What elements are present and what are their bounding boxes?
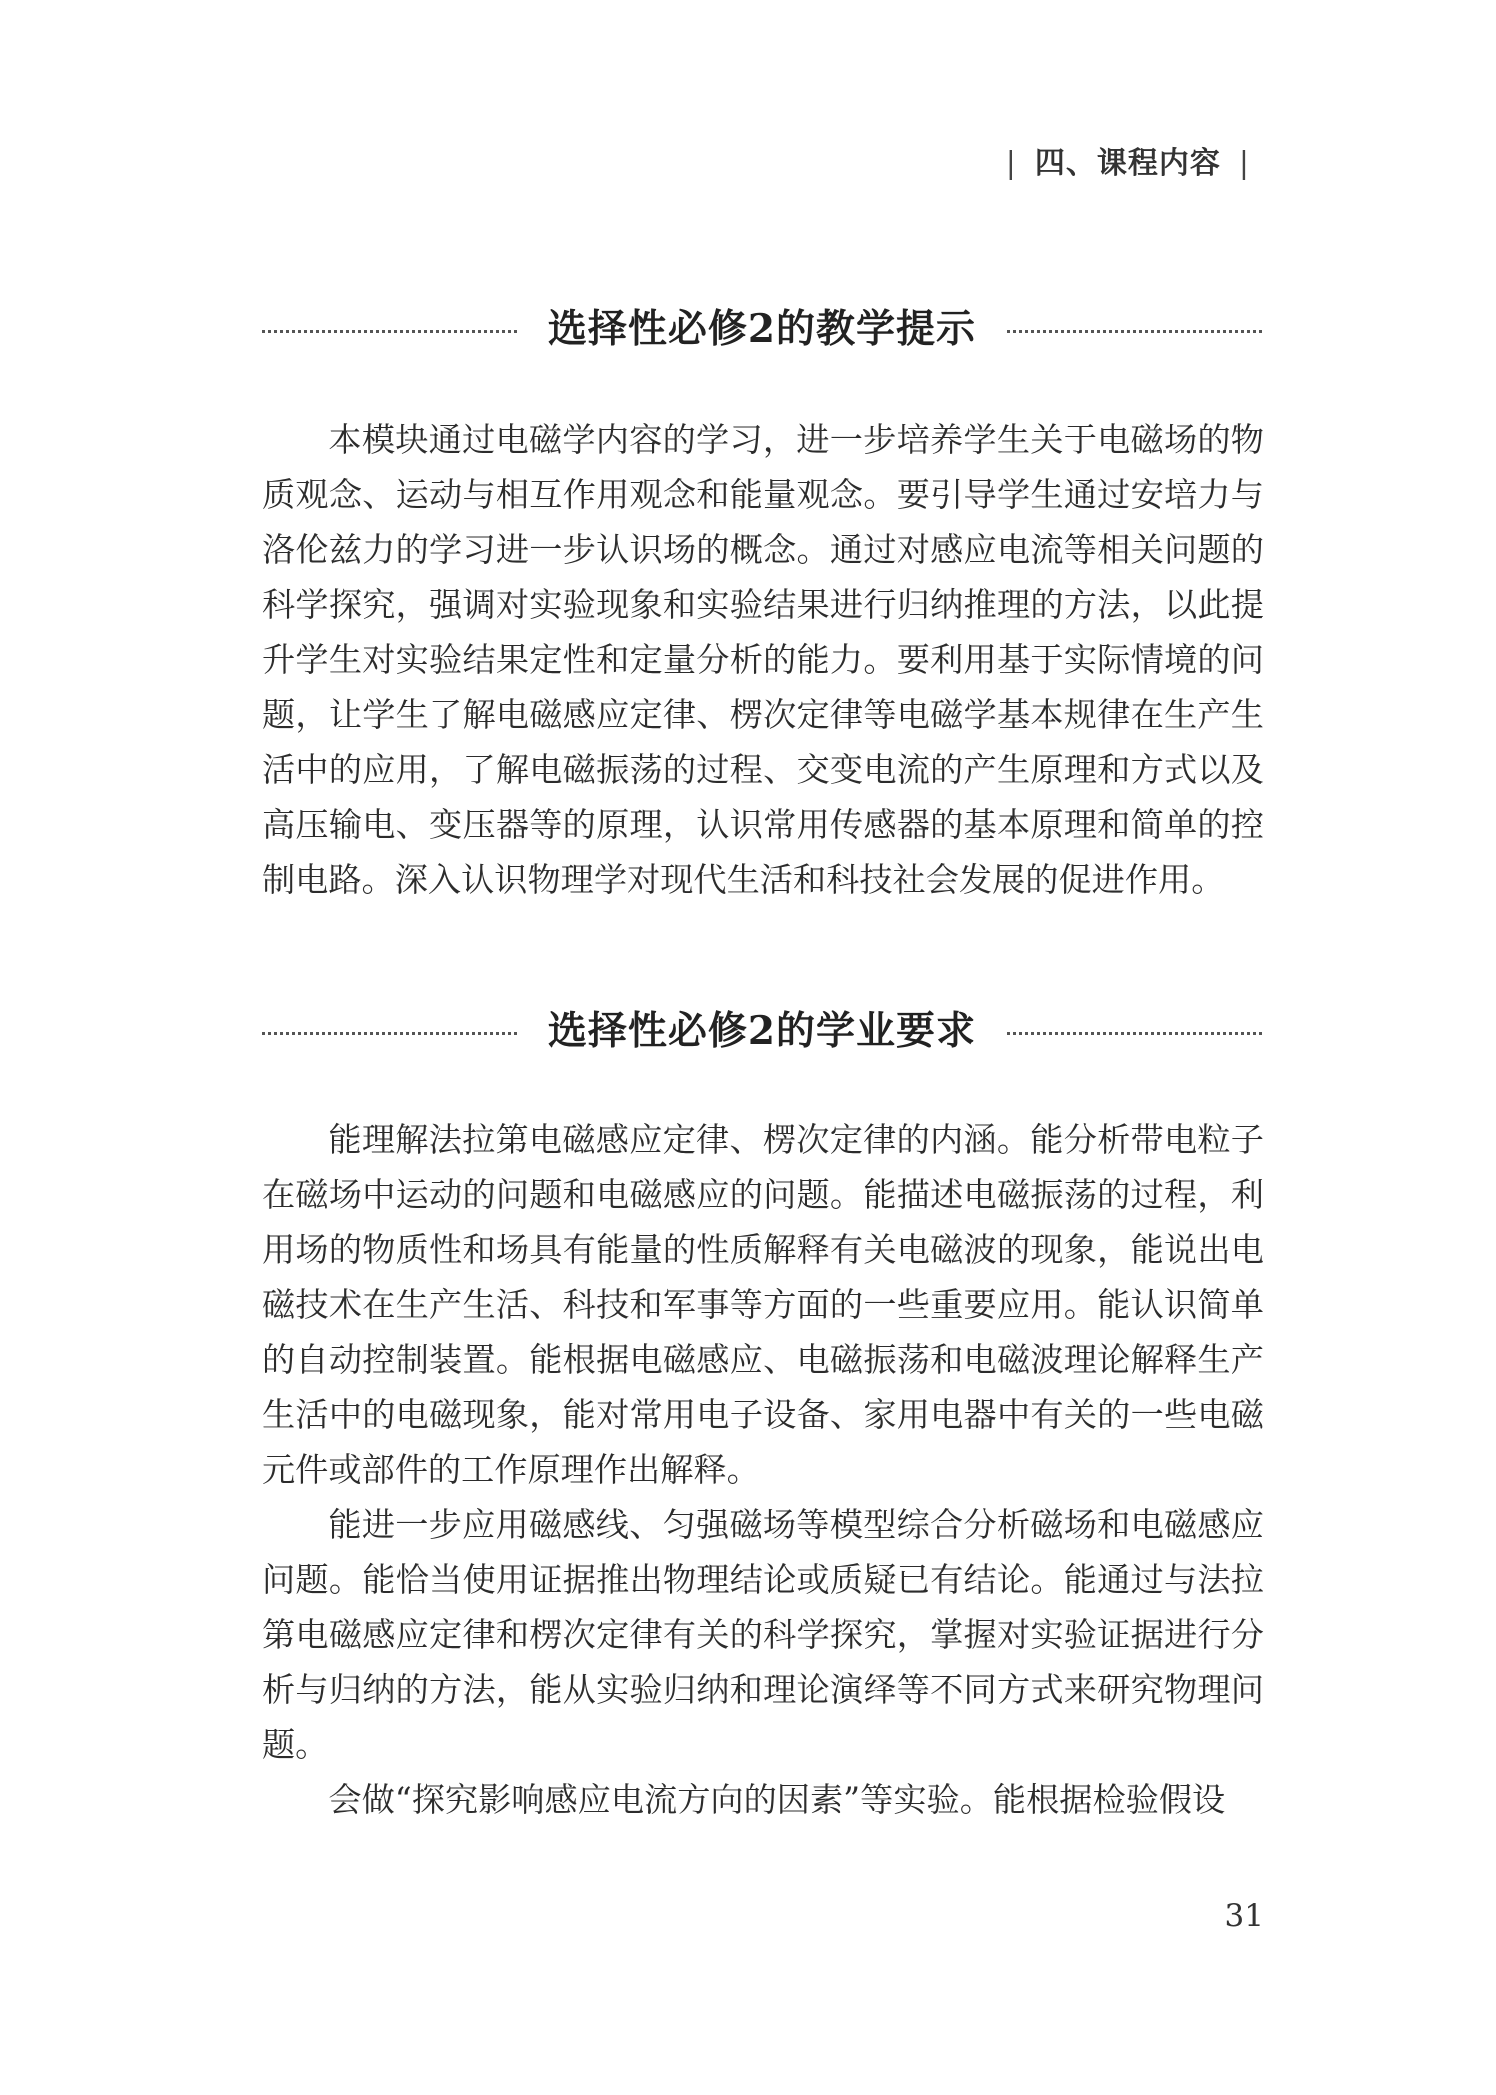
- paragraph: 能理解法拉第电磁感应定律、楞次定律的内涵。能分析带电粒子在磁场中运动的问题和电磁感应的问题。能描述电磁振荡的过程，利用场的物质性和场具有能量的性质解释有关电磁波的现象，能说出电磁技术在生产生活、科技和军事等方面的一些重要应用。能认识简单的自动控制装置。能根据电磁感应、电磁振荡和电磁波理论解释生产生活中的电磁现象，能对常用电子设备、家用电器中有关的一些电磁元件或部件的工作原理作出解释。: [262, 1120, 1264, 1489]
- section-title: 选择性必修2的学业要求: [547, 1008, 977, 1054]
- running-header: [988, 138, 1268, 182]
- paragraph: 能进一步应用磁感线、匀强磁场等模型综合分析磁场和电磁感应问题。能恰当使用证据推出物理结论或质疑已有结论。能通过与法拉第电磁感应定律和楞次定律有关的科学探究，掌握对实验证据进行分析与归纳的方法，能从实验归纳和理论演绎等不同方式来研究物理问题。: [262, 1505, 1264, 1764]
- running-title: 四、课程内容: [1034, 146, 1221, 181]
- dotted-rule-left: [262, 330, 517, 333]
- paragraph: 会做“探究影响感应电流方向的因素”等实验。能根据检验假设: [328, 1780, 1226, 1819]
- paragraph: 本模块通过电磁学内容的学习，进一步培养学生关于电磁场的物质观念、运动与相互作用观念和能量观念。要引导学生通过安培力与洛伦兹力的学习进一步认识场的概念。通过对感应电流等相关问题的科学探究，强调对实验现象和实验结果进行归纳推理的方法，以此提升学生对实验结果定性和定量分析的能力。要利用基于实际情境的问题，让学生了解电磁感应定律、楞次定律等电磁学基本规律在生产生活中的应用，了解电磁振荡的过程、交变电流的产生原理和方式以及高压输电、变压器等的原理，认识常用传感器的基本原理和简单的控制电路。深入认识物理学对现代生活和科技社会发展的促进作用。: [262, 420, 1264, 899]
- section-body-academic-requirements: [262, 1112, 1264, 1827]
- section-heading-academic-requirements: [262, 998, 1262, 1058]
- dotted-rule-right: [1007, 330, 1262, 333]
- section-heading-teaching-tips: [262, 296, 1262, 356]
- header-bar-left: |: [1005, 146, 1017, 181]
- dotted-rule-right: [1007, 1032, 1262, 1035]
- page-number: 31: [1224, 1898, 1264, 1934]
- section-title: 选择性必修2的教学提示: [547, 306, 977, 352]
- header-bar-right: |: [1238, 146, 1250, 181]
- section-body-teaching-tips: [262, 412, 1264, 907]
- dotted-rule-left: [262, 1032, 517, 1035]
